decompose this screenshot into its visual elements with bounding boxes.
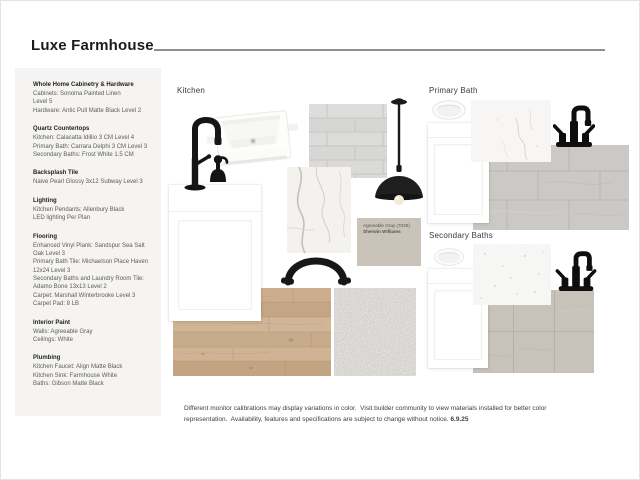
spec-section-heading: Interior Paint <box>33 319 71 326</box>
spec-line: Adamo Bone 13x13 Level 2 <box>33 284 107 291</box>
carrara-quartz-swatch <box>471 100 551 162</box>
spec-section-heading: Backsplash Tile <box>33 170 79 177</box>
frost-white-quartz-swatch <box>473 244 551 305</box>
secondary-bath-faucet-image <box>555 246 597 292</box>
spec-line: Carpet: Marshall Winterbrooke Level 3 <box>33 292 136 299</box>
spec-line: Primary Bath Tile: Michaelson Place Haven <box>33 259 149 266</box>
cabinet-pull-image <box>280 251 352 287</box>
spec-line: Cabinets: Sonoma Painted Linen <box>33 91 121 97</box>
spec-line: 12x24 Level 3 <box>33 267 71 274</box>
spec-section-lighting <box>33 197 155 223</box>
primary-bath-heading: Primary Bath <box>429 86 478 95</box>
spec-line: Level 5 <box>33 99 53 106</box>
disclaimer-line-1: Different monitor calibrations may display variations in color. Visit builder community to view materials installed for better color <box>184 405 547 412</box>
spec-line: Naive Pearl Glossy 3x12 Subway Level 3 <box>33 179 143 186</box>
spec-section-countertops <box>33 125 155 159</box>
disclaimer-line-2 <box>184 415 546 426</box>
spec-line: LED lighting Per Plan <box>33 215 91 222</box>
spec-line: Secondary Baths and Laundry Room Tile: <box>33 276 145 283</box>
spec-section-cabinetry <box>33 81 155 115</box>
spec-line: Enhanced Vinyl Plank: Sandspur Sea Salt <box>33 242 145 249</box>
spec-section-heading: Flooring <box>33 233 57 240</box>
spec-line: Walls: Agreeable Gray <box>33 328 93 335</box>
spec-section-flooring <box>33 233 155 309</box>
footer-disclaimer <box>184 404 546 425</box>
secondary-oval-sink-image <box>433 248 465 266</box>
spec-section-paint <box>33 319 155 345</box>
spec-sidebar <box>15 68 161 416</box>
secondary-baths-heading: Secondary Baths <box>429 231 493 240</box>
spec-section-plumbing <box>33 354 155 388</box>
spec-line: Primary Bath: Carrara Delphi 3 CM Level 3 <box>33 143 148 150</box>
spec-line: Baths: Gibson Matte Black <box>33 381 104 388</box>
carpet-swatch <box>334 288 416 376</box>
spec-section-backsplash <box>33 169 155 186</box>
spec-line: Oak Level 3 <box>33 250 66 257</box>
spec-line: Hardware: Antic Pull Matte Black Level 2 <box>33 107 142 114</box>
primary-oval-sink-image <box>432 100 466 120</box>
paint-swatch <box>357 218 421 266</box>
spec-line: Ceilings: White <box>33 337 74 344</box>
revision-date: 6.9.25 <box>450 415 469 423</box>
pendant-light-image <box>373 93 425 213</box>
kitchen-heading: Kitchen <box>177 86 206 95</box>
spec-line: Kitchen Sink: Farmhouse White <box>33 372 118 379</box>
paint-swatch-name: Agreeable Gray (7029) <box>363 223 410 228</box>
spec-section-heading: Quartz Countertops <box>33 126 90 133</box>
spec-line: Kitchen Faucet: Align Matte Black <box>33 364 123 371</box>
spec-line: Carpet Pad: 8 LB <box>33 301 80 308</box>
page-title: Luxe Farmhouse <box>31 37 154 54</box>
paint-swatch-brand: Sherwin Williams <box>363 229 401 235</box>
title-rule <box>154 49 605 51</box>
cabinet-drawer-divider <box>169 211 261 212</box>
cabinet-shaker-panel <box>178 220 252 310</box>
primary-bath-faucet-image <box>553 100 595 148</box>
calacatta-quartz-swatch <box>287 167 351 253</box>
soap-dispenser-image <box>207 153 229 183</box>
kitchen-cabinet-door-swatch <box>169 185 261 321</box>
spec-line: Secondary Baths: Frost White 1.5 CM <box>33 151 134 158</box>
spec-line: Kitchen Pendants: Allenbury Black <box>33 206 125 213</box>
spec-section-heading: Lighting <box>33 197 57 204</box>
spec-section-heading: Whole Home Cabinetry & Hardware <box>33 82 134 88</box>
spec-line: Kitchen: Calacatta Idillio 3 CM Level 4 <box>33 135 135 142</box>
spec-section-heading: Plumbing <box>33 355 61 362</box>
disclaimer-text: representation. Availability, features and specifications are subject to change without notice. <box>184 415 449 423</box>
